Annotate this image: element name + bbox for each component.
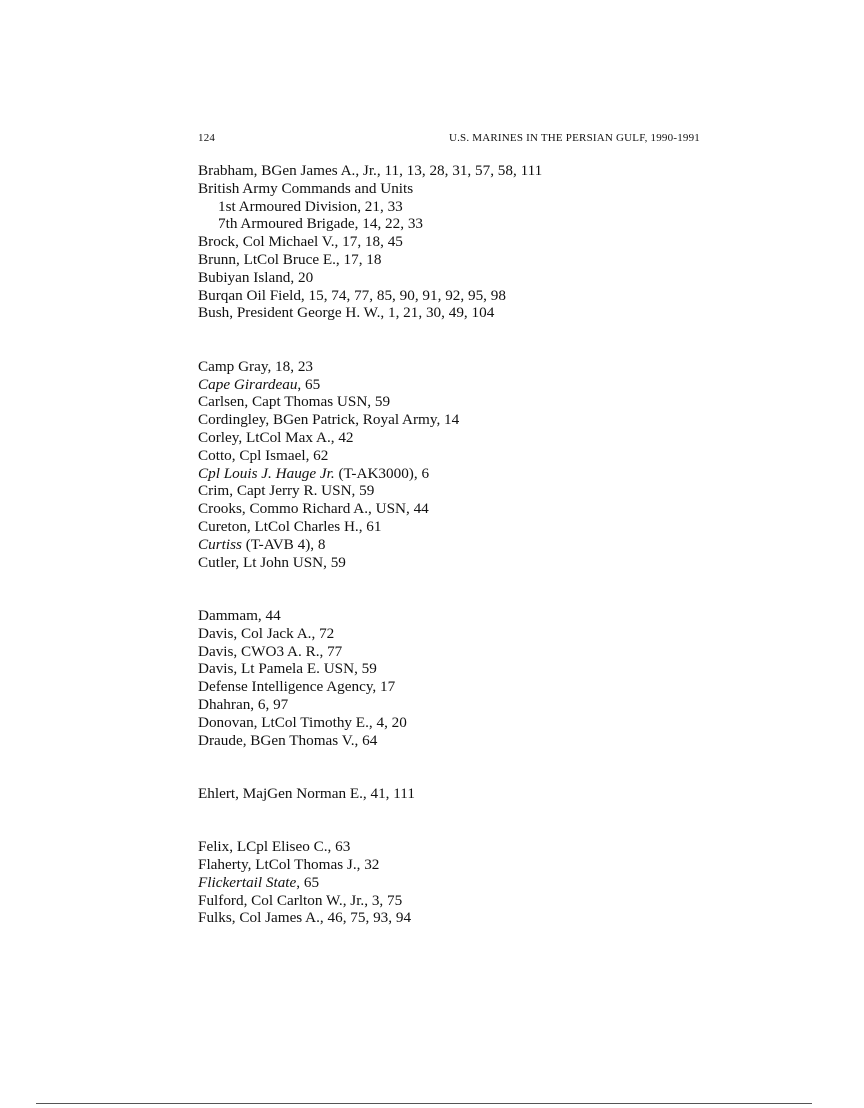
index-entry: Davis, Col Jack A., 72 bbox=[198, 624, 335, 642]
page-bottom-rule bbox=[36, 1103, 812, 1104]
index-subentry: 7th Armoured Brigade, 14, 22, 33 bbox=[218, 215, 424, 233]
index-entry: Cape Girardeau, 65 bbox=[198, 375, 321, 393]
index-list bbox=[198, 162, 818, 927]
index-entry: Camp Gray, 18, 23 bbox=[198, 357, 314, 375]
index-entry: Cpl Louis J. Hauge Jr. (T-AK3000), 6 bbox=[198, 464, 430, 482]
index-entry: Bush, President George H. W., 1, 21, 30, 49, 104 bbox=[198, 304, 495, 322]
index-entry: Dammam, 44 bbox=[198, 606, 281, 624]
page-number: 124 bbox=[198, 132, 216, 144]
index-entry: Crim, Capt Jerry R. USN, 59 bbox=[198, 482, 375, 500]
index-entry: Brock, Col Michael V., 17, 18, 45 bbox=[198, 233, 403, 251]
index-entry: Davis, Lt Pamela E. USN, 59 bbox=[198, 660, 377, 678]
index-entry: Defense Intelligence Agency, 17 bbox=[198, 678, 396, 696]
index-entry: Cutler, Lt John USN, 59 bbox=[198, 553, 346, 571]
index-entry: Cureton, LtCol Charles H., 61 bbox=[198, 517, 382, 535]
index-entry: Ehlert, MajGen Norman E., 41, 111 bbox=[198, 784, 415, 802]
index-entry: Curtiss (T-AVB 4), 8 bbox=[198, 535, 326, 553]
index-entry: Felix, LCpl Eliseo C., 63 bbox=[198, 838, 351, 856]
index-entry: Flaherty, LtCol Thomas J., 32 bbox=[198, 856, 380, 874]
index-entry: Brabham, BGen James A., Jr., 11, 13, 28, 31, 57, 58, 111 bbox=[198, 162, 543, 179]
index-entry: Fulford, Col Carlton W., Jr., 3, 75 bbox=[198, 891, 403, 909]
index-entry: Crooks, Commo Richard A., USN, 44 bbox=[198, 500, 429, 518]
index-entry: Donovan, LtCol Timothy E., 4, 20 bbox=[198, 713, 407, 731]
index-entry: Carlsen, Capt Thomas USN, 59 bbox=[198, 393, 391, 411]
book-title: U.S. MARINES IN THE PERSIAN GULF, 1990-1991 bbox=[448, 132, 700, 144]
index-entry: Cordingley, BGen Patrick, Royal Army, 14 bbox=[198, 411, 460, 429]
index-entry: Fulks, Col James A., 46, 75, 93, 94 bbox=[198, 909, 412, 927]
index-entry: Corley, LtCol Max A., 42 bbox=[198, 428, 354, 446]
index-entry: Dhahran, 6, 97 bbox=[198, 695, 289, 713]
index-entry: Davis, CWO3 A. R., 77 bbox=[198, 642, 343, 660]
index-subentry: 1st Armoured Division, 21, 33 bbox=[218, 197, 403, 215]
running-head bbox=[198, 132, 700, 148]
index-entry: Brunn, LtCol Bruce E., 17, 18 bbox=[198, 250, 382, 268]
index-entry: Burqan Oil Field, 15, 74, 77, 85, 90, 91, 92, 95, 98 bbox=[198, 286, 506, 304]
index-entry: Bubiyan Island, 20 bbox=[198, 268, 314, 286]
index-entry: British Army Commands and Units bbox=[198, 179, 414, 197]
index-entry: Flickertail State, 65 bbox=[198, 873, 320, 891]
index-entry: Cotto, Cpl Ismael, 62 bbox=[198, 446, 329, 464]
index-entry: Draude, BGen Thomas V., 64 bbox=[198, 731, 378, 749]
